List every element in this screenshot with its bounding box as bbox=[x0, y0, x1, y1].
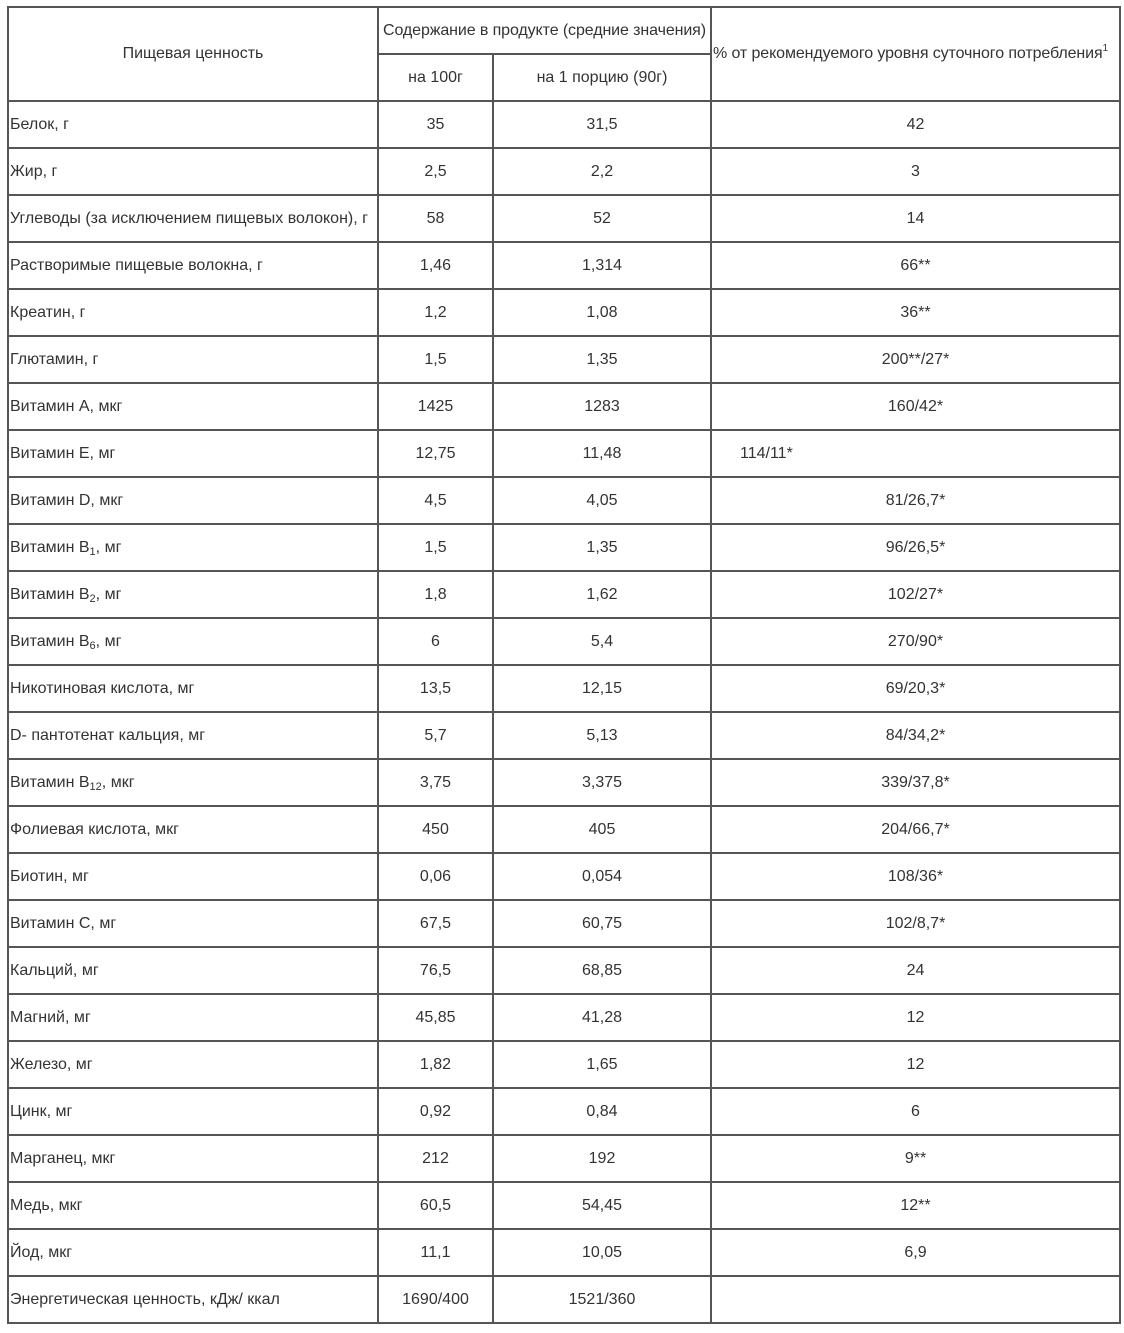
nutrient-name: Витамин D, мкг bbox=[10, 491, 124, 509]
table-row bbox=[8, 195, 1120, 242]
header-per-portion: на 1 порцию (90г) bbox=[493, 54, 711, 101]
nutrient-name-cell bbox=[8, 618, 378, 665]
per-100g-cell: 1,46 bbox=[378, 242, 493, 289]
per-100g-cell: 450 bbox=[378, 806, 493, 853]
table-row bbox=[8, 1135, 1120, 1182]
nutrient-name-cell bbox=[8, 1229, 378, 1276]
table-row bbox=[8, 1182, 1120, 1229]
per-portion-cell: 10,05 bbox=[493, 1229, 711, 1276]
nutrient-name-cell bbox=[8, 383, 378, 430]
nutrient-name: Фолиевая кислота, мкг bbox=[10, 820, 179, 838]
nutrient-name-cell bbox=[8, 759, 378, 806]
nutrient-name-cell bbox=[8, 1276, 378, 1323]
percent-daily-cell: 3 bbox=[711, 148, 1120, 195]
nutrient-name-cell bbox=[8, 242, 378, 289]
table-row bbox=[8, 665, 1120, 712]
nutrient-name: Витамин Е, мг bbox=[10, 444, 116, 462]
percent-daily-cell: 200**/27* bbox=[711, 336, 1120, 383]
per-100g-cell: 4,5 bbox=[378, 477, 493, 524]
nutrient-name-cell bbox=[8, 1135, 378, 1182]
nutrient-name: Биотин, мг bbox=[10, 867, 89, 885]
nutrient-subscript: 6 bbox=[89, 639, 96, 652]
per-100g-cell: 76,5 bbox=[378, 947, 493, 994]
nutrient-name-cell bbox=[8, 477, 378, 524]
table-row bbox=[8, 336, 1120, 383]
nutrient-name-cell bbox=[8, 524, 378, 571]
percent-daily-cell: 12 bbox=[711, 994, 1120, 1041]
table-row bbox=[8, 524, 1120, 571]
nutrient-name: Витамин С, мг bbox=[10, 914, 117, 932]
nutrient-name: Железо, мг bbox=[10, 1055, 93, 1073]
nutrient-subscript: 1 bbox=[89, 545, 96, 558]
per-100g-cell: 1690/400 bbox=[378, 1276, 493, 1323]
table-row bbox=[8, 618, 1120, 665]
table-row bbox=[8, 477, 1120, 524]
percent-daily-cell: 102/27* bbox=[711, 571, 1120, 618]
nutrient-name-cell bbox=[8, 148, 378, 195]
per-100g-cell: 1,2 bbox=[378, 289, 493, 336]
per-100g-cell: 6 bbox=[378, 618, 493, 665]
per-portion-cell: 405 bbox=[493, 806, 711, 853]
header-percent-daily-footnote: 1 bbox=[1102, 43, 1108, 54]
per-portion-cell: 60,75 bbox=[493, 900, 711, 947]
per-100g-cell: 12,75 bbox=[378, 430, 493, 477]
per-portion-cell: 1,314 bbox=[493, 242, 711, 289]
per-100g-cell: 1,8 bbox=[378, 571, 493, 618]
table-row bbox=[8, 148, 1120, 195]
nutrient-subscript: 12 bbox=[89, 780, 102, 793]
table-row bbox=[8, 759, 1120, 806]
nutrient-name: Витамин В bbox=[10, 538, 90, 556]
table-row bbox=[8, 430, 1120, 477]
percent-daily-cell: 114/11* bbox=[711, 430, 1120, 477]
percent-daily-cell: 12** bbox=[711, 1182, 1120, 1229]
per-portion-cell: 1,35 bbox=[493, 524, 711, 571]
per-portion-cell: 1521/360 bbox=[493, 1276, 711, 1323]
table-row bbox=[8, 383, 1120, 430]
percent-daily-cell: 160/42* bbox=[711, 383, 1120, 430]
nutrient-name: Витамин В bbox=[10, 773, 90, 791]
nutrient-name: Креатин, г bbox=[10, 303, 86, 321]
per-portion-cell: 11,48 bbox=[493, 430, 711, 477]
per-portion-cell: 1283 bbox=[493, 383, 711, 430]
table-row bbox=[8, 1041, 1120, 1088]
nutrient-name-cell bbox=[8, 900, 378, 947]
per-portion-cell: 41,28 bbox=[493, 994, 711, 1041]
percent-daily-cell: 6,9 bbox=[711, 1229, 1120, 1276]
percent-daily-cell: 69/20,3* bbox=[711, 665, 1120, 712]
percent-daily-cell: 84/34,2* bbox=[711, 712, 1120, 759]
nutrient-name-cell bbox=[8, 571, 378, 618]
table-row bbox=[8, 242, 1120, 289]
per-100g-cell: 2,5 bbox=[378, 148, 493, 195]
per-portion-cell: 2,2 bbox=[493, 148, 711, 195]
nutrient-name-cell bbox=[8, 1182, 378, 1229]
per-100g-cell: 67,5 bbox=[378, 900, 493, 947]
per-portion-cell: 1,65 bbox=[493, 1041, 711, 1088]
nutrient-unit: , мг bbox=[95, 632, 122, 650]
nutrient-name-cell bbox=[8, 336, 378, 383]
nutrient-name: Глютамин, г bbox=[10, 350, 99, 368]
nutrient-name: Энергетическая ценность, кДж/ ккал bbox=[10, 1290, 280, 1308]
percent-daily-cell: 36** bbox=[711, 289, 1120, 336]
per-portion-cell: 5,13 bbox=[493, 712, 711, 759]
per-100g-cell: 1,5 bbox=[378, 336, 493, 383]
percent-daily-cell: 81/26,7* bbox=[711, 477, 1120, 524]
table-row bbox=[8, 853, 1120, 900]
percent-daily-cell: 270/90* bbox=[711, 618, 1120, 665]
per-100g-cell: 1,5 bbox=[378, 524, 493, 571]
nutrient-name: Витамин В bbox=[10, 632, 90, 650]
table-header-row-1 bbox=[8, 7, 1120, 54]
per-portion-cell: 52 bbox=[493, 195, 711, 242]
percent-daily-cell: 9** bbox=[711, 1135, 1120, 1182]
table-row bbox=[8, 571, 1120, 618]
nutrient-name: Никотиновая кислота, мг bbox=[10, 679, 195, 697]
nutrient-name-cell bbox=[8, 853, 378, 900]
nutrient-name: Йод, мкг bbox=[10, 1243, 73, 1261]
nutrient-name-cell bbox=[8, 1088, 378, 1135]
per-portion-cell: 68,85 bbox=[493, 947, 711, 994]
percent-daily-cell: 102/8,7* bbox=[711, 900, 1120, 947]
per-portion-cell: 1,35 bbox=[493, 336, 711, 383]
percent-daily-cell: 24 bbox=[711, 947, 1120, 994]
per-portion-cell: 0,84 bbox=[493, 1088, 711, 1135]
nutrient-unit: , мг bbox=[95, 585, 122, 603]
percent-daily-cell: 96/26,5* bbox=[711, 524, 1120, 571]
per-portion-cell: 31,5 bbox=[493, 101, 711, 148]
header-per-100g: на 100г bbox=[378, 54, 493, 101]
nutrient-name-cell bbox=[8, 806, 378, 853]
percent-daily-cell: 6 bbox=[711, 1088, 1120, 1135]
table-row bbox=[8, 101, 1120, 148]
nutrient-name: Витамин В bbox=[10, 585, 90, 603]
per-100g-cell: 1425 bbox=[378, 383, 493, 430]
per-100g-cell: 13,5 bbox=[378, 665, 493, 712]
per-100g-cell: 1,82 bbox=[378, 1041, 493, 1088]
nutrient-name: Магний, мг bbox=[10, 1008, 91, 1026]
table-row bbox=[8, 947, 1120, 994]
header-content-group: Содержание в продукте (средние значения) bbox=[378, 7, 711, 54]
nutrient-name: Кальций, мг bbox=[10, 961, 99, 979]
nutrient-name: Цинк, мг bbox=[10, 1102, 73, 1120]
per-portion-cell: 192 bbox=[493, 1135, 711, 1182]
percent-daily-cell: 66** bbox=[711, 242, 1120, 289]
nutrient-name: Жир, г bbox=[10, 162, 58, 180]
nutrient-name: Растворимые пищевые волокна, г bbox=[10, 256, 263, 274]
table-row bbox=[8, 1276, 1120, 1323]
nutrient-name: D- пантотенат кальция, мг bbox=[10, 726, 206, 744]
per-100g-cell: 35 bbox=[378, 101, 493, 148]
header-percent-daily bbox=[711, 7, 1120, 101]
table-row bbox=[8, 1088, 1120, 1135]
nutrient-name: Белок, г bbox=[10, 115, 70, 133]
per-portion-cell: 1,08 bbox=[493, 289, 711, 336]
percent-daily-cell: 14 bbox=[711, 195, 1120, 242]
per-100g-cell: 212 bbox=[378, 1135, 493, 1182]
nutrient-name-cell bbox=[8, 947, 378, 994]
nutrient-unit: , мг bbox=[95, 538, 122, 556]
percent-daily-cell: 42 bbox=[711, 101, 1120, 148]
header-nutrition-value: Пищевая ценность bbox=[8, 7, 378, 101]
table-row bbox=[8, 712, 1120, 759]
percent-daily-cell: 12 bbox=[711, 1041, 1120, 1088]
nutrient-subscript: 2 bbox=[89, 592, 96, 605]
nutrient-name-cell bbox=[8, 994, 378, 1041]
nutrient-name-cell bbox=[8, 712, 378, 759]
nutrient-unit: , мкг bbox=[101, 773, 135, 791]
per-100g-cell: 60,5 bbox=[378, 1182, 493, 1229]
header-percent-daily-label: % от рекомендуемого уровня суточного потребления bbox=[713, 45, 1103, 62]
nutrient-name-cell bbox=[8, 430, 378, 477]
table-row bbox=[8, 994, 1120, 1041]
percent-daily-cell: 204/66,7* bbox=[711, 806, 1120, 853]
per-portion-cell: 4,05 bbox=[493, 477, 711, 524]
percent-daily-cell: 339/37,8* bbox=[711, 759, 1120, 806]
nutrient-name: Углеводы (за исключением пищевых волокон), г bbox=[10, 209, 368, 227]
nutrient-name-cell bbox=[8, 289, 378, 336]
nutrient-name: Марганец, мкг bbox=[10, 1149, 116, 1167]
table-row bbox=[8, 289, 1120, 336]
per-portion-cell: 1,62 bbox=[493, 571, 711, 618]
nutrient-name-cell bbox=[8, 1041, 378, 1088]
nutrient-name: Витамин А, мкг bbox=[10, 397, 123, 415]
table-row bbox=[8, 806, 1120, 853]
nutrient-name-cell bbox=[8, 101, 378, 148]
per-portion-cell: 5,4 bbox=[493, 618, 711, 665]
nutrient-name-cell bbox=[8, 195, 378, 242]
per-portion-cell: 3,375 bbox=[493, 759, 711, 806]
per-portion-cell: 12,15 bbox=[493, 665, 711, 712]
per-portion-cell: 54,45 bbox=[493, 1182, 711, 1229]
table-row bbox=[8, 900, 1120, 947]
percent-daily-cell: 108/36* bbox=[711, 853, 1120, 900]
per-100g-cell: 58 bbox=[378, 195, 493, 242]
per-portion-cell: 0,054 bbox=[493, 853, 711, 900]
nutrient-name: Медь, мкг bbox=[10, 1196, 83, 1214]
per-100g-cell: 0,06 bbox=[378, 853, 493, 900]
per-100g-cell: 5,7 bbox=[378, 712, 493, 759]
per-100g-cell: 3,75 bbox=[378, 759, 493, 806]
per-100g-cell: 11,1 bbox=[378, 1229, 493, 1276]
nutrition-table bbox=[7, 6, 1121, 1324]
nutrient-name-cell bbox=[8, 665, 378, 712]
table-row bbox=[8, 1229, 1120, 1276]
per-100g-cell: 45,85 bbox=[378, 994, 493, 1041]
percent-daily-cell bbox=[711, 1276, 1120, 1323]
per-100g-cell: 0,92 bbox=[378, 1088, 493, 1135]
